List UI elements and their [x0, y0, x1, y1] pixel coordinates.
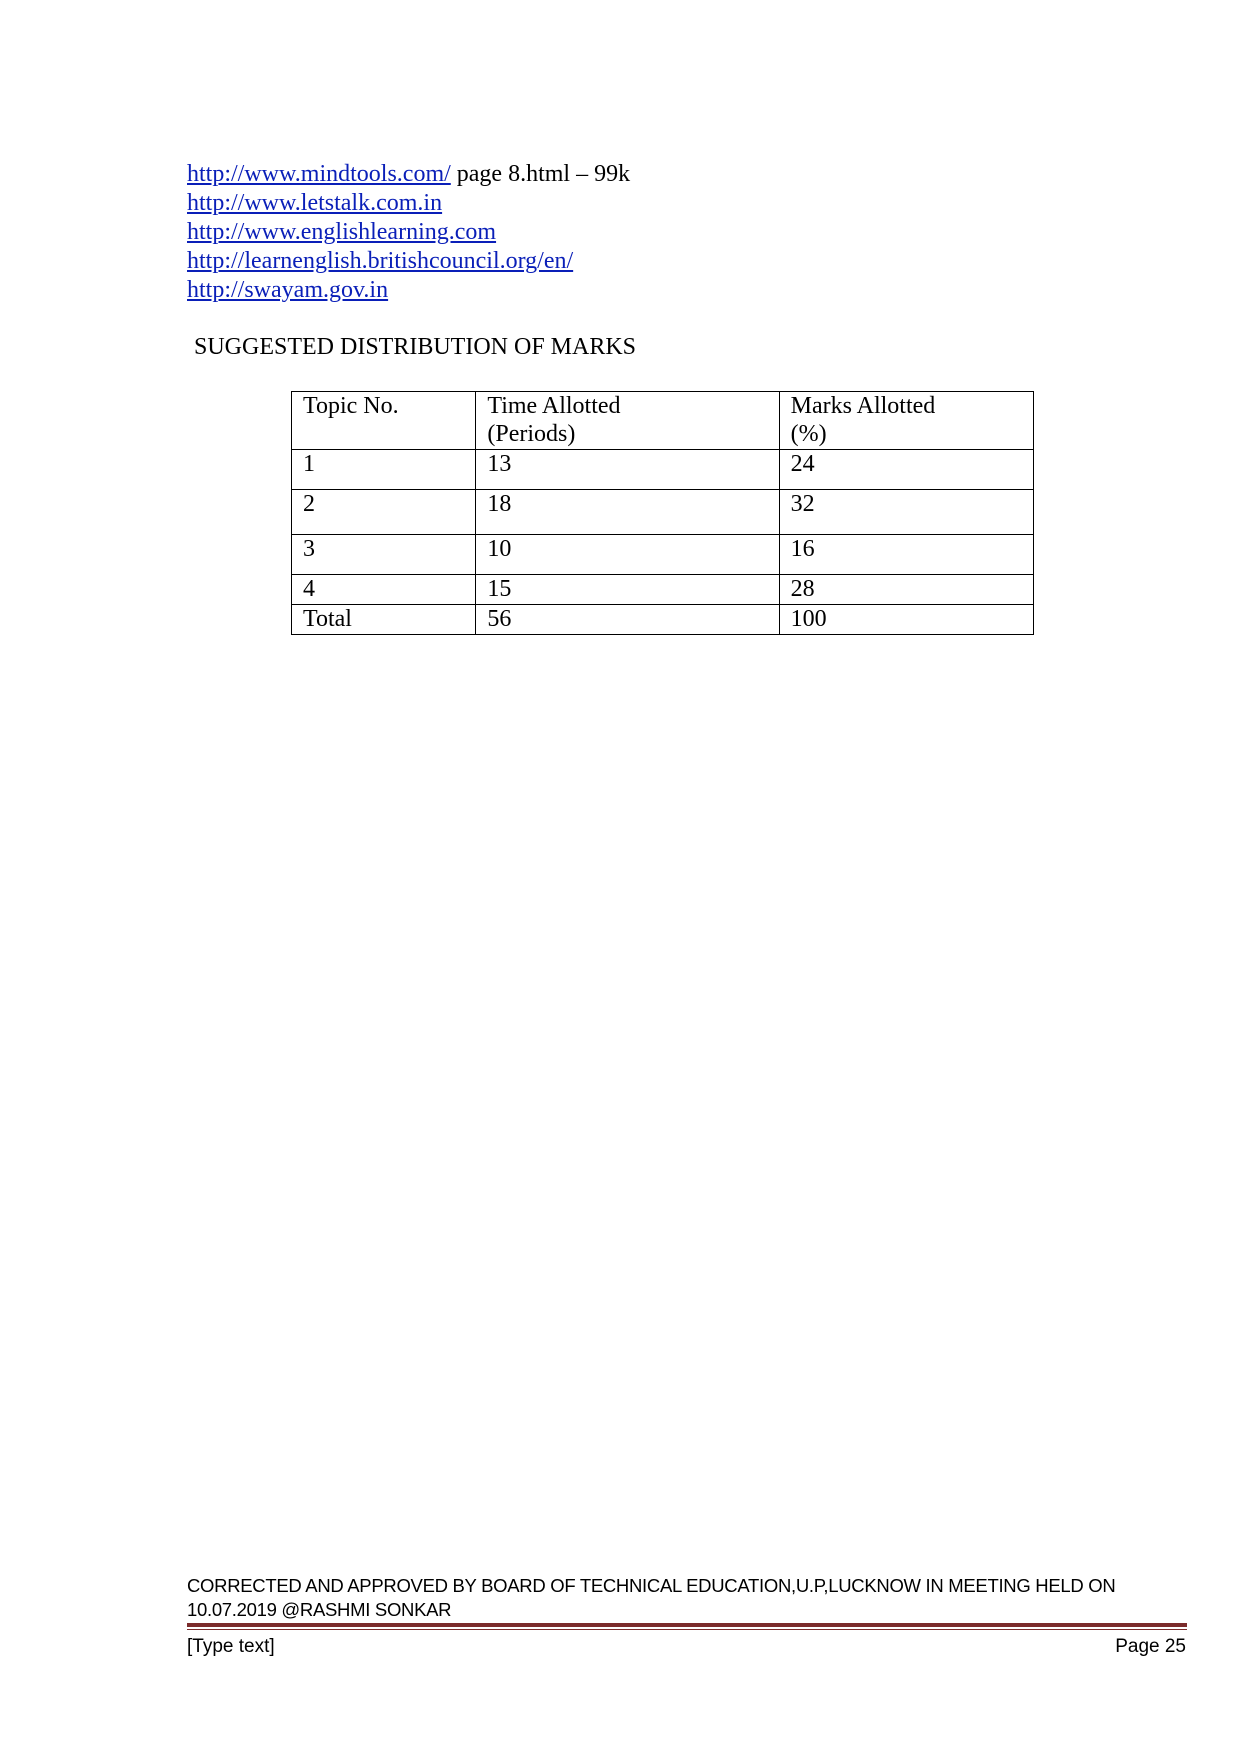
table-header-row: [292, 392, 1034, 450]
reference-line-3: [187, 218, 630, 247]
cell-total-label: Total: [292, 605, 476, 635]
table-row: [292, 450, 1034, 490]
approval-note-line-2: 10.07.2019 @RASHMI SONKAR: [187, 1599, 452, 1620]
marks-distribution-table: [291, 391, 1034, 635]
table-row: [292, 490, 1034, 535]
cell-total-marks: 100: [779, 605, 1033, 635]
reference-line-2: [187, 189, 630, 218]
table-row: [292, 535, 1034, 575]
cell-marks: 32: [779, 490, 1033, 535]
link-swayam[interactable]: http://swayam.gov.in: [187, 277, 389, 303]
header-topic-no: Topic No.: [292, 392, 476, 450]
cell-time: 13: [476, 450, 779, 490]
table-total-row: [292, 605, 1034, 635]
reference-line-5: [187, 276, 630, 305]
reference-line-1: [187, 160, 630, 189]
cell-marks: 28: [779, 575, 1033, 605]
cell-time: 15: [476, 575, 779, 605]
page-number: Page 25: [1115, 1636, 1186, 1657]
cell-topic: 3: [292, 535, 476, 575]
approval-note: [187, 1574, 1187, 1622]
cell-time: 10: [476, 535, 779, 575]
cell-topic: 2: [292, 490, 476, 535]
reference-links: [187, 160, 630, 305]
footer-placeholder-text: [Type text]: [187, 1636, 275, 1657]
cell-marks: 16: [779, 535, 1033, 575]
reference-line-4: [187, 247, 630, 276]
cell-topic: 4: [292, 575, 476, 605]
link-letstalk[interactable]: http://www.letstalk.com.in: [187, 190, 443, 216]
link-suffix: page 8.html – 99k: [450, 161, 631, 187]
approval-note-line-1: CORRECTED AND APPROVED BY BOARD OF TECHNICAL EDUCATION,U.P,LUCKNOW IN MEETING HELD ON: [187, 1575, 1116, 1596]
cell-time: 18: [476, 490, 779, 535]
link-britishcouncil[interactable]: http://learnenglish.britishcouncil.org/en/: [187, 248, 574, 274]
footer-rule-thick: [187, 1623, 1187, 1627]
cell-marks: 24: [779, 450, 1033, 490]
section-heading: SUGGESTED DISTRIBUTION OF MARKS: [194, 334, 637, 360]
link-englishlearning[interactable]: http://www.englishlearning.com: [187, 219, 497, 245]
link-mindtools[interactable]: http://www.mindtools.com/: [187, 161, 451, 187]
cell-topic: 1: [292, 450, 476, 490]
footer-rule-thin: [187, 1629, 1187, 1630]
table-row: [292, 575, 1034, 605]
cell-total-time: 56: [476, 605, 779, 635]
header-marks-allotted: Marks Allotted (%): [779, 392, 1033, 450]
header-time-allotted: Time Allotted (Periods): [476, 392, 779, 450]
